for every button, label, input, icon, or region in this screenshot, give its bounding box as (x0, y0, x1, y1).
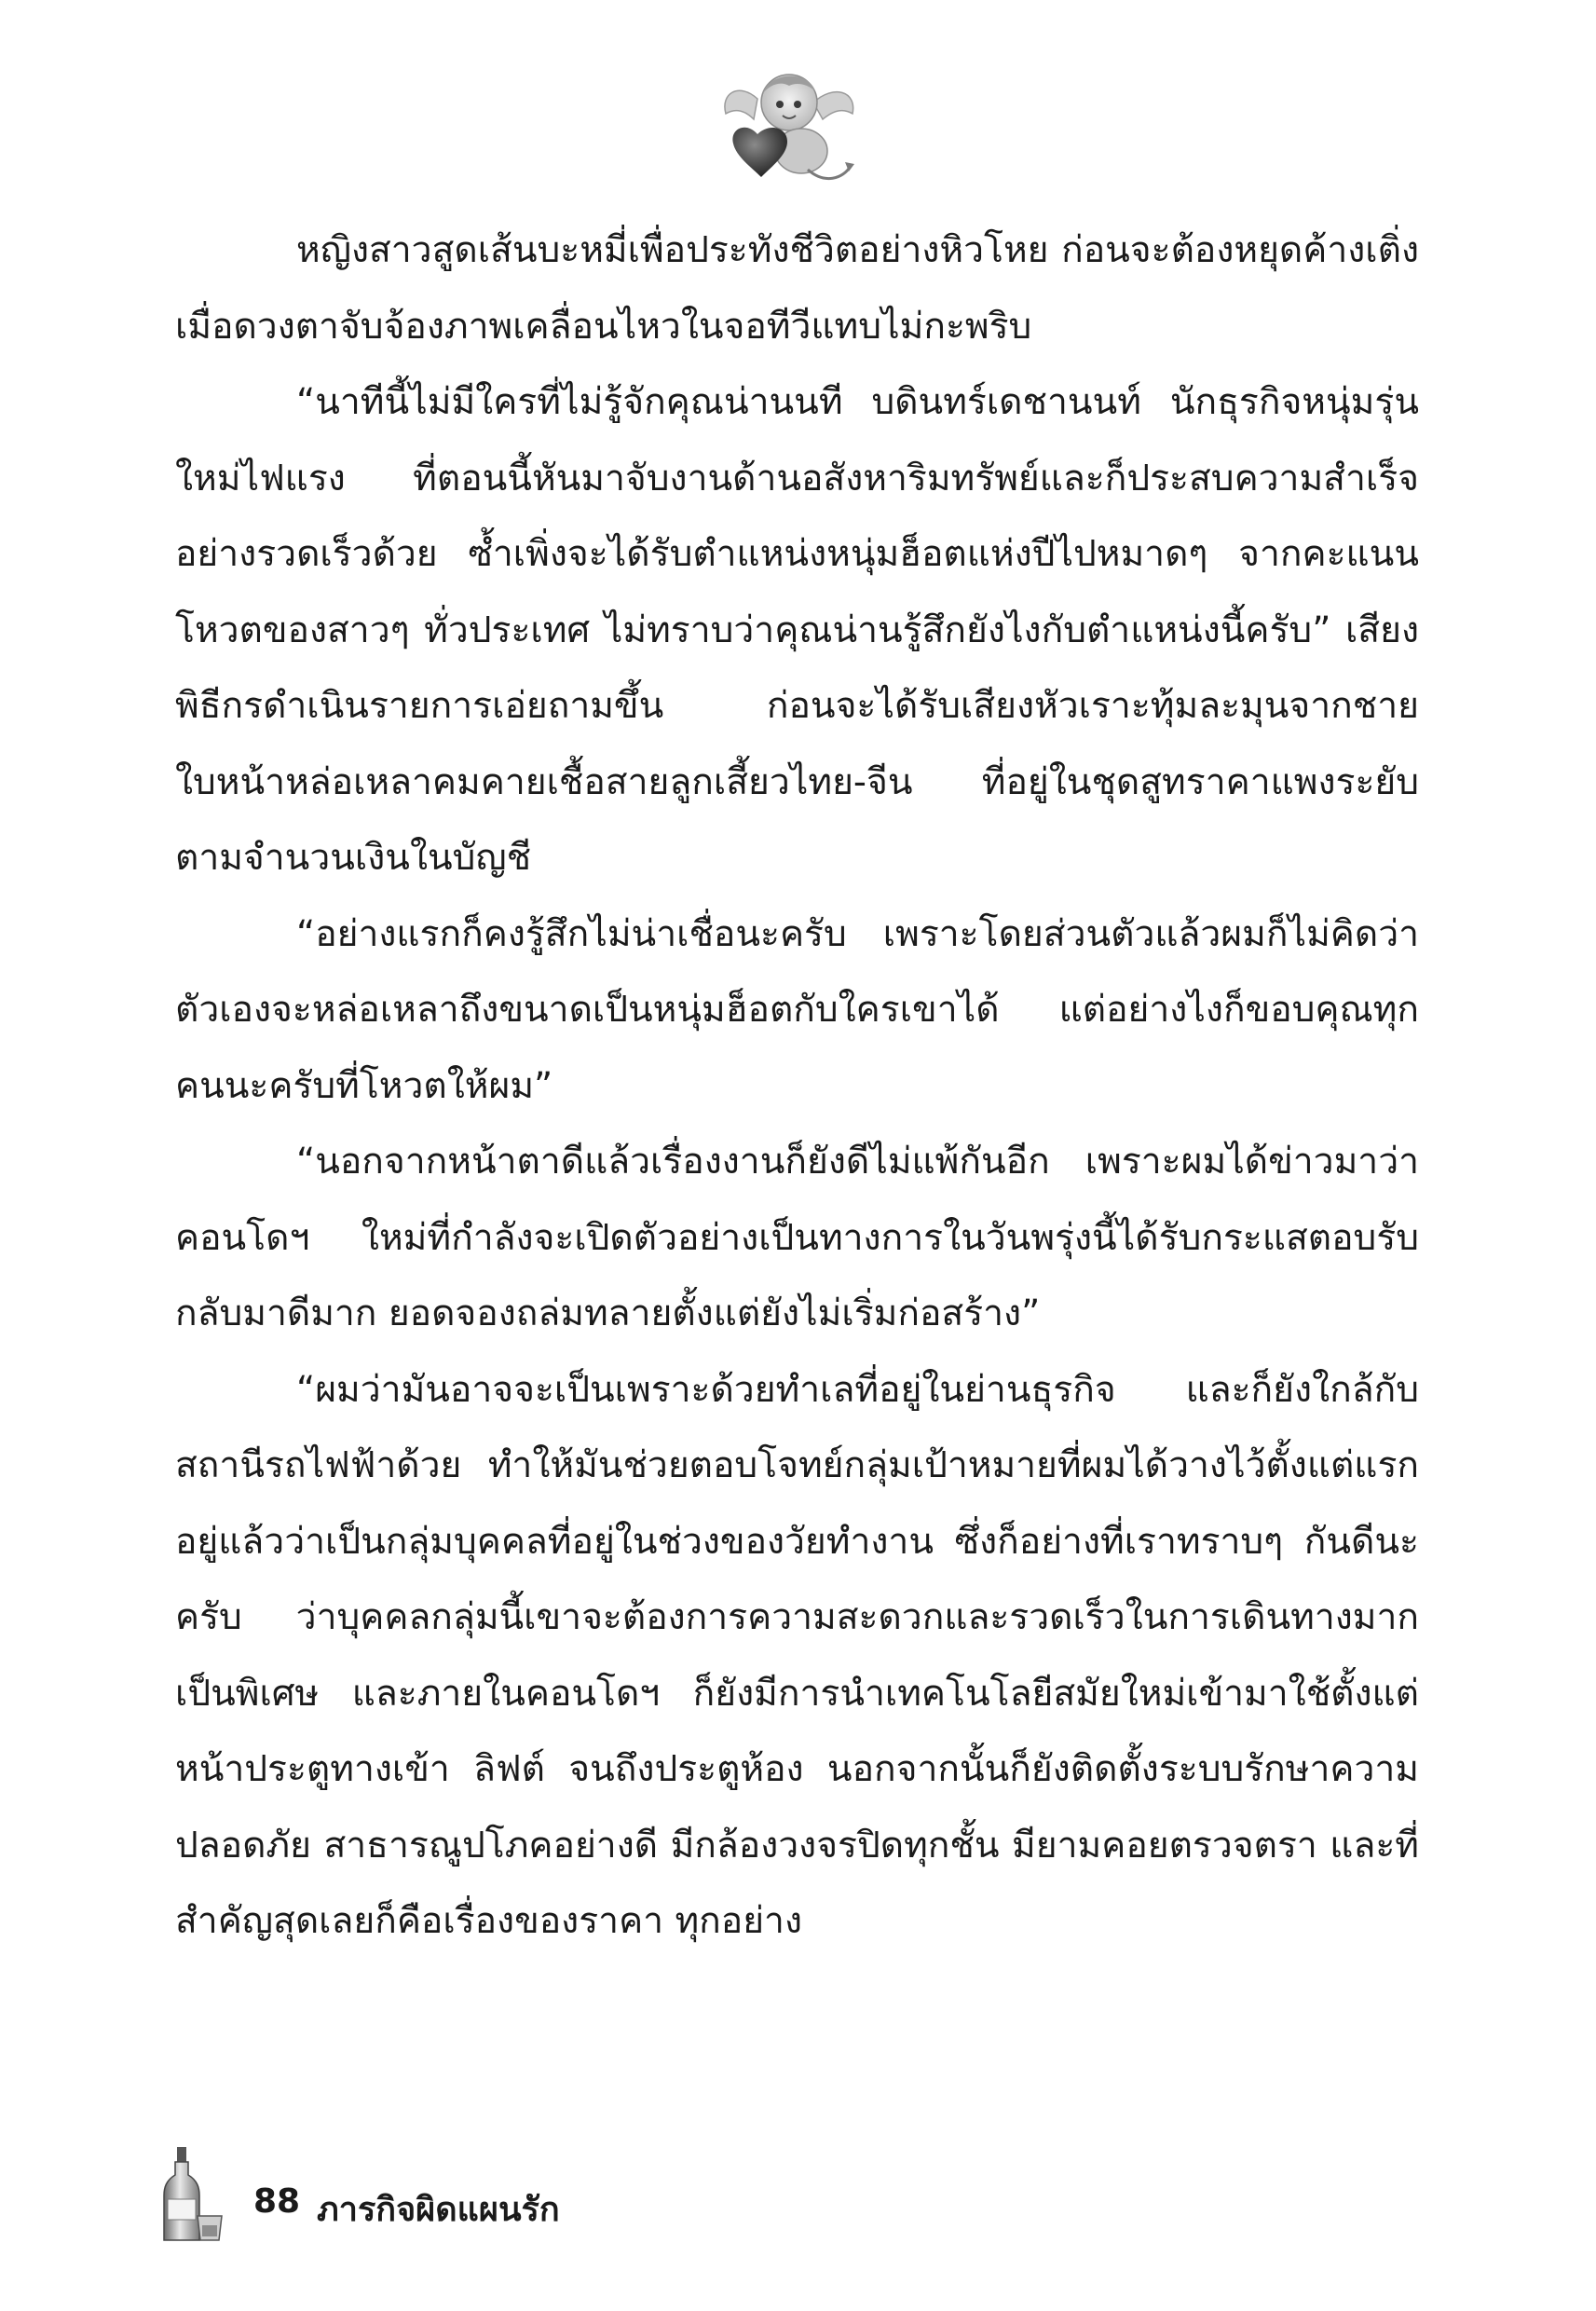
paragraph: “นอกจากหน้าตาดีแล้วเรื่องงานก็ยังดีไม่แพ้กันอีก เพราะผมได้ข่าวมาว่าคอนโดฯ ใหม่ที่กำลังจะเปิดตัวอย่างเป็นทางการในวันพรุ่งนี้ได้รับกระแสตอบรับกลับมาดีมาก ยอดจองถล่มทลายตั้งแต่ยังไม่เริ่มก่อสร้าง” (175, 1141, 1419, 1334)
paragraph: หญิงสาวสูดเส้นบะหมี่เพื่อประทังชีวิตอย่างหิวโหย ก่อนจะต้องหยุดค้างเติ่ง เมื่อดวงตาจับจ้องภาพเคลื่อนไหวในจอทีวีแทบไม่กะพริบ (175, 229, 1419, 348)
page-number: 88 (253, 2182, 301, 2221)
paragraph: “อย่างแรกก็คงรู้สึกไม่น่าเชื่อนะครับ เพราะโดยส่วนตัวแล้วผมก็ไม่คิดว่าตัวเองจะหล่อเหลาถึงขนาดเป็นหนุ่มฮ็อตกับใครเขาได้ แต่อย่างไงก็ขอบคุณทุกคนนะครับที่โหวตให้ผม” (175, 912, 1419, 1107)
paragraph: “นาทีนี้ไม่มีใครที่ไม่รู้จักคุณน่านนที บดินทร์เดชานนท์ นักธุรกิจหนุ่มรุ่นใหม่ไฟแรง ที่ตอนนี้หันมาจับงานด้านอสังหาริมทรัพย์และก็ประสบความสำเร็จอย่างรวดเร็วด้วย ซ้ำเพิ่งจะได้รับตำแหน่งหนุ่มฮ็อตแห่งปีไปหมาดๆ จากคะแนนโหวตของสาวๆ ทั่วประเทศ ไม่ทราบว่าคุณน่านรู้สึกยังไงกับตำแหน่งนี้ครับ” เสียงพิธีกรดำเนินรายการเอ่ยถามขึ้น ก่อนจะได้รับเสียงหัวเราะทุ้มละมุนจากชายใบหน้าหล่อเหลาคมคายเชื้อสายลูกเสี้ยวไทย-จีน ที่อยู่ในชุดสูทราคาแพงระยับตามจำนวนเงินในบัญชี (175, 381, 1419, 879)
cupid-with-heart-icon (703, 65, 862, 200)
body-text (175, 212, 1419, 1960)
page-footer (160, 2143, 812, 2255)
book-title: ภารกิจผิดแผนรัก (317, 2191, 560, 2229)
bottle-and-glass-icon (160, 2143, 225, 2246)
paragraph: “ผมว่ามันอาจจะเป็นเพราะด้วยทำเลที่อยู่ในย่านธุรกิจ และก็ยังใกล้กับสถานีรถไฟฟ้าด้วย ทำให้มันช่วยตอบโจทย์กลุ่มเป้าหมายที่ผมได้วางไว้ตั้งแต่แรกอยู่แล้วว่าเป็นกลุ่มบุคคลที่อยู่ในช่วงของวัยทำงาน ซึ่งก็อย่างที่เราทราบๆ กันดีนะครับ ว่าบุคคลกลุ่มนี้เขาจะต้องการความสะดวกและรวดเร็วในการเดินทางมากเป็นพิเศษ และภายในคอนโดฯ ก็ยังมีการนำเทคโนโลยีสมัยใหม่เข้ามาใช้ตั้งแต่หน้าประตูทางเข้า ลิฟต์ จนถึงประตูห้อง นอกจากนั้นก็ยังติดตั้งระบบรักษาความปลอดภัย สาธารณูปโภคอย่างดี มีกล้องวงจรปิดทุกชั้น มียามคอยตรวจตรา และที่สำคัญสุดเลยก็คือเรื่องของราคา ทุกอย่าง (175, 1368, 1419, 1942)
